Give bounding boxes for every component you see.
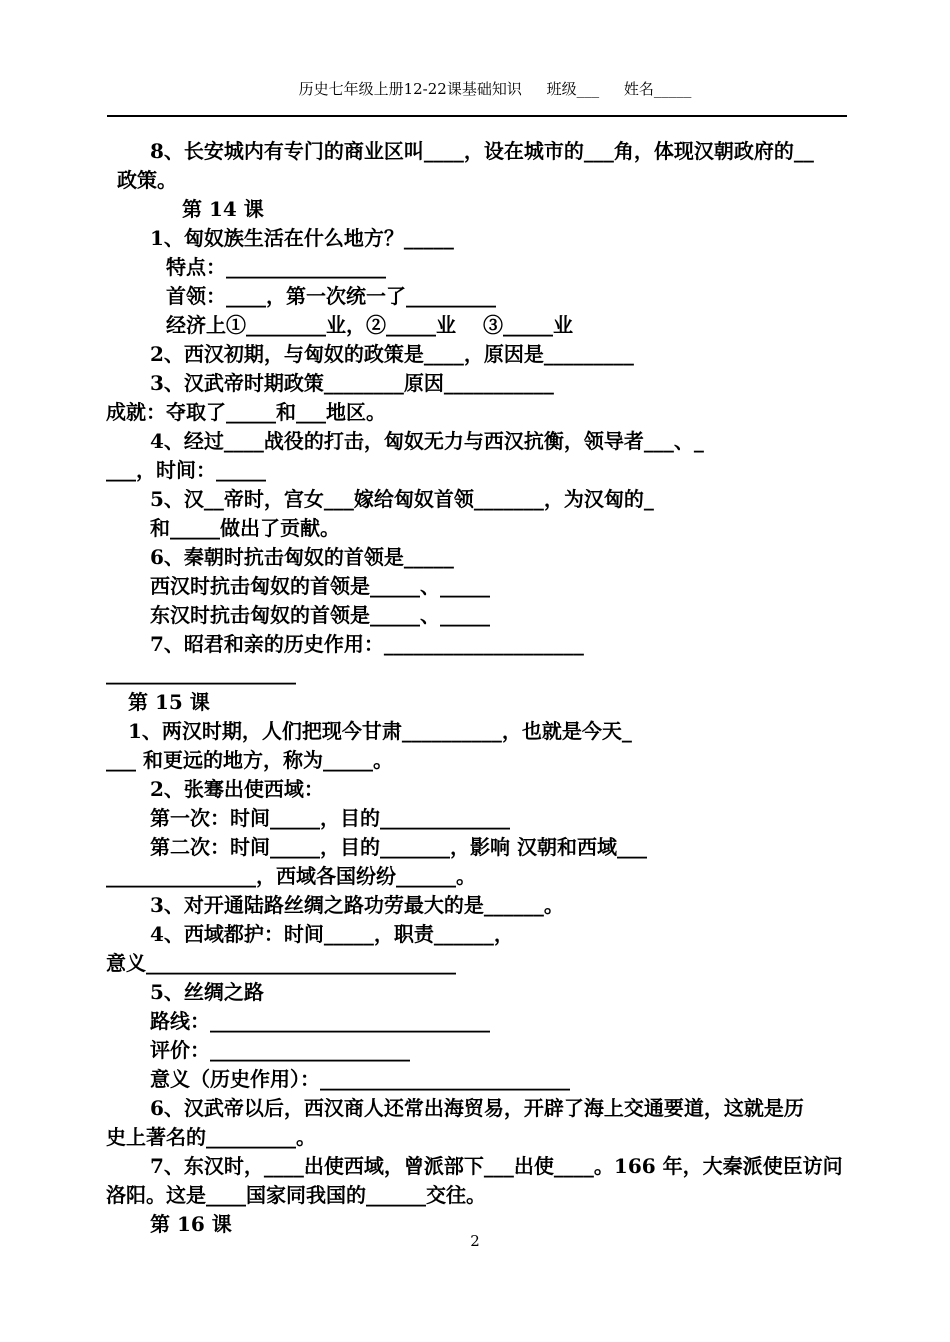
- text-line: 第二次：时间_____，目的_______，影响 汉朝和西域___: [150, 835, 647, 859]
- text-line: 西汉时抗击匈奴的首领是_____、_____: [150, 574, 490, 598]
- header-title: 历史七年级上册12-22课基础知识: [298, 80, 522, 98]
- lesson-heading: 第 15 课: [128, 690, 210, 714]
- text-line: 6、秦朝时抗击匈奴的首领是_____: [150, 545, 454, 569]
- text-line: 成就：夺取了_____和___地区。: [106, 400, 386, 424]
- text-line: 6、汉武帝以后，西汉商人还常出海贸易，开辟了海上交通要道，这就是历: [150, 1096, 804, 1120]
- text-line: 意义（历史作用）：_________________________: [150, 1067, 570, 1091]
- header-name-field: 姓名_____: [623, 80, 692, 98]
- text-line: 1、匈奴族生活在什么地方？_____: [150, 226, 454, 250]
- text-line: 特点：________________: [166, 255, 386, 279]
- text-line: 1、两汉时期，人们把现今甘肃__________，也就是今天_: [128, 719, 632, 743]
- text-line: 首领：____，第一次统一了_________: [166, 284, 496, 308]
- text-line: ___，时间：_____: [106, 458, 266, 482]
- text-line: 和_____做出了贡献。: [150, 516, 340, 540]
- text-line: 史上著名的_________。: [106, 1125, 316, 1149]
- text-line: 7、东汉时，____出使西域，曾派部下___出使____。166 年，大秦派使臣访问: [150, 1154, 843, 1178]
- text-line: 经济上①________业，②_____业 ③_____业: [166, 313, 573, 337]
- lesson-heading: 第 16 课: [150, 1212, 232, 1236]
- text-line: ___ 和更远的地方，称为_____。: [106, 748, 393, 772]
- text-line: 路线：____________________________: [150, 1009, 490, 1033]
- text-line: 东汉时抗击匈奴的首领是_____、_____: [150, 603, 490, 627]
- text-line: 2、张骞出使西域：: [150, 777, 324, 801]
- lesson-heading: 第 14 课: [182, 197, 264, 221]
- text-line: 5、丝绸之路: [150, 980, 264, 1004]
- text-line: 意义_______________________________: [106, 951, 456, 975]
- text-line: 7、昭君和亲的历史作用：____________________: [150, 632, 584, 656]
- page-header: [0, 78, 950, 99]
- text-line: 政策。: [117, 168, 177, 192]
- text-line: 2、西汉初期，与匈奴的政策是____，原因是_________: [150, 342, 634, 366]
- text-line: 8、长安城内有专门的商业区叫____，设在城市的___角，体现汉朝政府的__: [150, 139, 814, 163]
- text-line: 第一次：时间_____，目的_____________: [150, 806, 510, 830]
- page-number: 2: [470, 1232, 480, 1250]
- text-line: _______________，西域各国纷纷______。: [106, 864, 476, 888]
- text-line: 4、西域都护：时间_____，职责______，: [150, 922, 514, 946]
- text-line: 4、经过____战役的打击，匈奴无力与西汉抗衡，领导者___、_: [150, 429, 704, 453]
- header-divider: [107, 115, 847, 117]
- text-line: ___________________: [106, 661, 296, 685]
- header-class-field: 班级___: [546, 80, 600, 98]
- text-line: 评价：____________________: [150, 1038, 410, 1062]
- text-line: 5、汉__帝时，宫女___嫁给匈奴首领_______，为汉匈的_: [150, 487, 654, 511]
- text-line: 3、对开通陆路丝绸之路功劳最大的是______。: [150, 893, 564, 917]
- text-line: 3、汉武帝时期政策________原因___________: [150, 371, 554, 395]
- text-line: 洛阳。这是____国家同我国的______交往。: [106, 1183, 486, 1207]
